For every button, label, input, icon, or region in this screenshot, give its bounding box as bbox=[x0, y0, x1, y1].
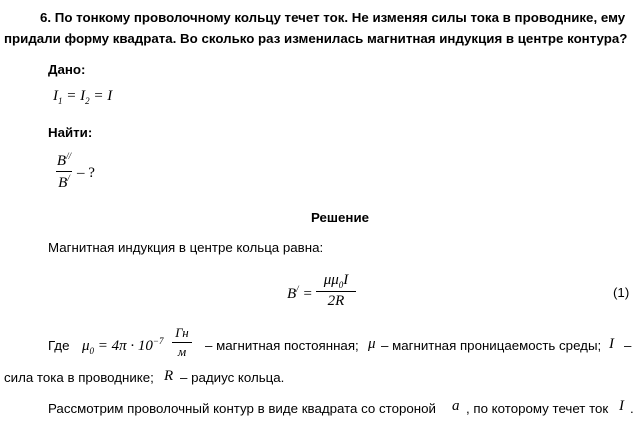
find-question: – ? bbox=[77, 165, 95, 181]
mu0-description: – магнитная постоянная; bbox=[205, 338, 359, 353]
radius-symbol: R bbox=[164, 368, 174, 384]
solution-heading: Решение bbox=[311, 210, 370, 225]
formula-fraction: $\mu\mu_0I$ 2R bbox=[316, 272, 356, 310]
problem-line-1: 6. По тонкому проволочному кольцу течет ток. Не изменяя силы тока в проводнике, ему bbox=[40, 10, 626, 25]
find-heading: Найти: bbox=[48, 125, 93, 140]
problem-line-2: придали форму квадрата. Во сколько раз изменилась магнитная индукция в центре контура? bbox=[4, 31, 628, 46]
where-label: Где bbox=[48, 338, 70, 353]
mu-symbol: μ bbox=[368, 336, 376, 352]
mu-description: – магнитная проницаемость среды; bbox=[381, 338, 602, 353]
formula-lhs: B/ = bbox=[287, 284, 313, 302]
end-dot: . bbox=[630, 401, 634, 416]
formula-number: (1) bbox=[613, 285, 630, 300]
current-symbol-end: I bbox=[619, 398, 624, 414]
current-dash: – bbox=[624, 338, 632, 353]
mu0-expression: $\mu_0 = 4\pi \cdot 10^{-7}$ bbox=[82, 336, 164, 356]
unit-fraction: Гн м bbox=[172, 325, 192, 360]
consider-text-2: , по которому течет ток bbox=[466, 401, 609, 416]
side-symbol: a bbox=[452, 398, 460, 414]
consider-text-1: Рассмотрим проволочный контур в виде квадрата со стороной bbox=[48, 401, 436, 416]
current-description: сила тока в проводнике; bbox=[4, 370, 154, 385]
find-fraction: B// B/ bbox=[56, 151, 72, 191]
current-symbol: I bbox=[609, 336, 614, 352]
given-equation: $I_1 = I_2 = I$ bbox=[53, 88, 113, 106]
radius-description: – радиус кольца. bbox=[180, 370, 285, 385]
solution-intro: Магнитная индукция в центре кольца равна: bbox=[48, 240, 324, 255]
given-heading: Дано: bbox=[48, 62, 86, 77]
